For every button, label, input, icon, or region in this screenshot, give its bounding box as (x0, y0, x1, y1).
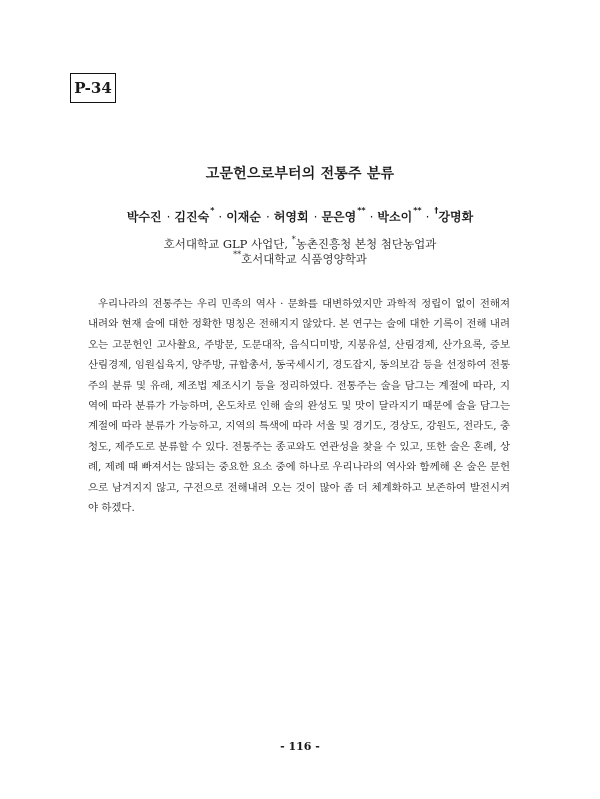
poster-id-box: P-34 (70, 73, 116, 103)
abstract-body: 우리나라의 전통주는 우리 민족의 역사 · 문화를 대변하였지만 과학적 정립이 없이 전해져 내려와 현재 술에 대한 정확한 명칭은 전해지지 않았다. 본 연구는 술에 대한 기록이 전해 내려오는 고문헌인 고사촬요, 주방문, 도문대작, 음식디미방, 지봉유설, 산림경제, 산가요록, 증보산림경제, 임원십육지, 양주방, 규합총서, 동국세시기, 경도잡지, 동의보감 등을 선정하여 전통주의 분류 및 유래, 제조법 제조시기 등을 정리하였다. 전통주는 술을 담그는 계절에 따라, 지역에 따라 분류가 가능하며, 온도차로 인해 술의 완성도 및 맛이 달라지기 때문에 술을 담그는 계절에 따라 분류가 가능하고, 지역의 특색에 따라 서울 및 경기도, 경상도, 강원도, 전라도, 충청도, 제주도로 분류할 수 있다. 전통주는 종교와도 연관성을 찾을 수 있고, 또한 술은 혼례, 상례, 제례 때 빠져서는 않되는 중요한 요소 중에 하나로 우리나라의 역사와 함께해 온 술은 문헌으로 남겨지지 않고, 구전으로 전해내려 오는 것이 많아 좀 더 체계화하고 보존하여 발전시켜야 하겠다. (88, 298, 510, 515)
affiliation-line-1: 호서대학교 GLP 사업단, *농촌진흥청 본청 첨단농업과 (163, 235, 437, 251)
author: 박소이** (377, 206, 422, 224)
affiliation-line-2: **호서대학교 식품영양학과 (233, 250, 367, 266)
author-separator: · (166, 210, 171, 224)
author-separator: · (266, 210, 270, 224)
author-separator: · (313, 210, 318, 224)
author-separator: · (218, 210, 223, 224)
author: 김진숙* (174, 206, 215, 224)
author-separator: · (369, 210, 374, 224)
author: 이재순 (226, 210, 261, 224)
author: 문은영** (321, 206, 366, 224)
author-separator: · (425, 210, 430, 224)
author: 박수진 (126, 210, 162, 224)
author-list (0, 208, 600, 225)
page-number: - 116 - (280, 740, 320, 753)
author: 허영회 (273, 210, 309, 224)
paper-title: 고문헌으로부터의 전통주 분류 (205, 166, 395, 182)
author-corresponding: †강명화 (434, 206, 474, 224)
